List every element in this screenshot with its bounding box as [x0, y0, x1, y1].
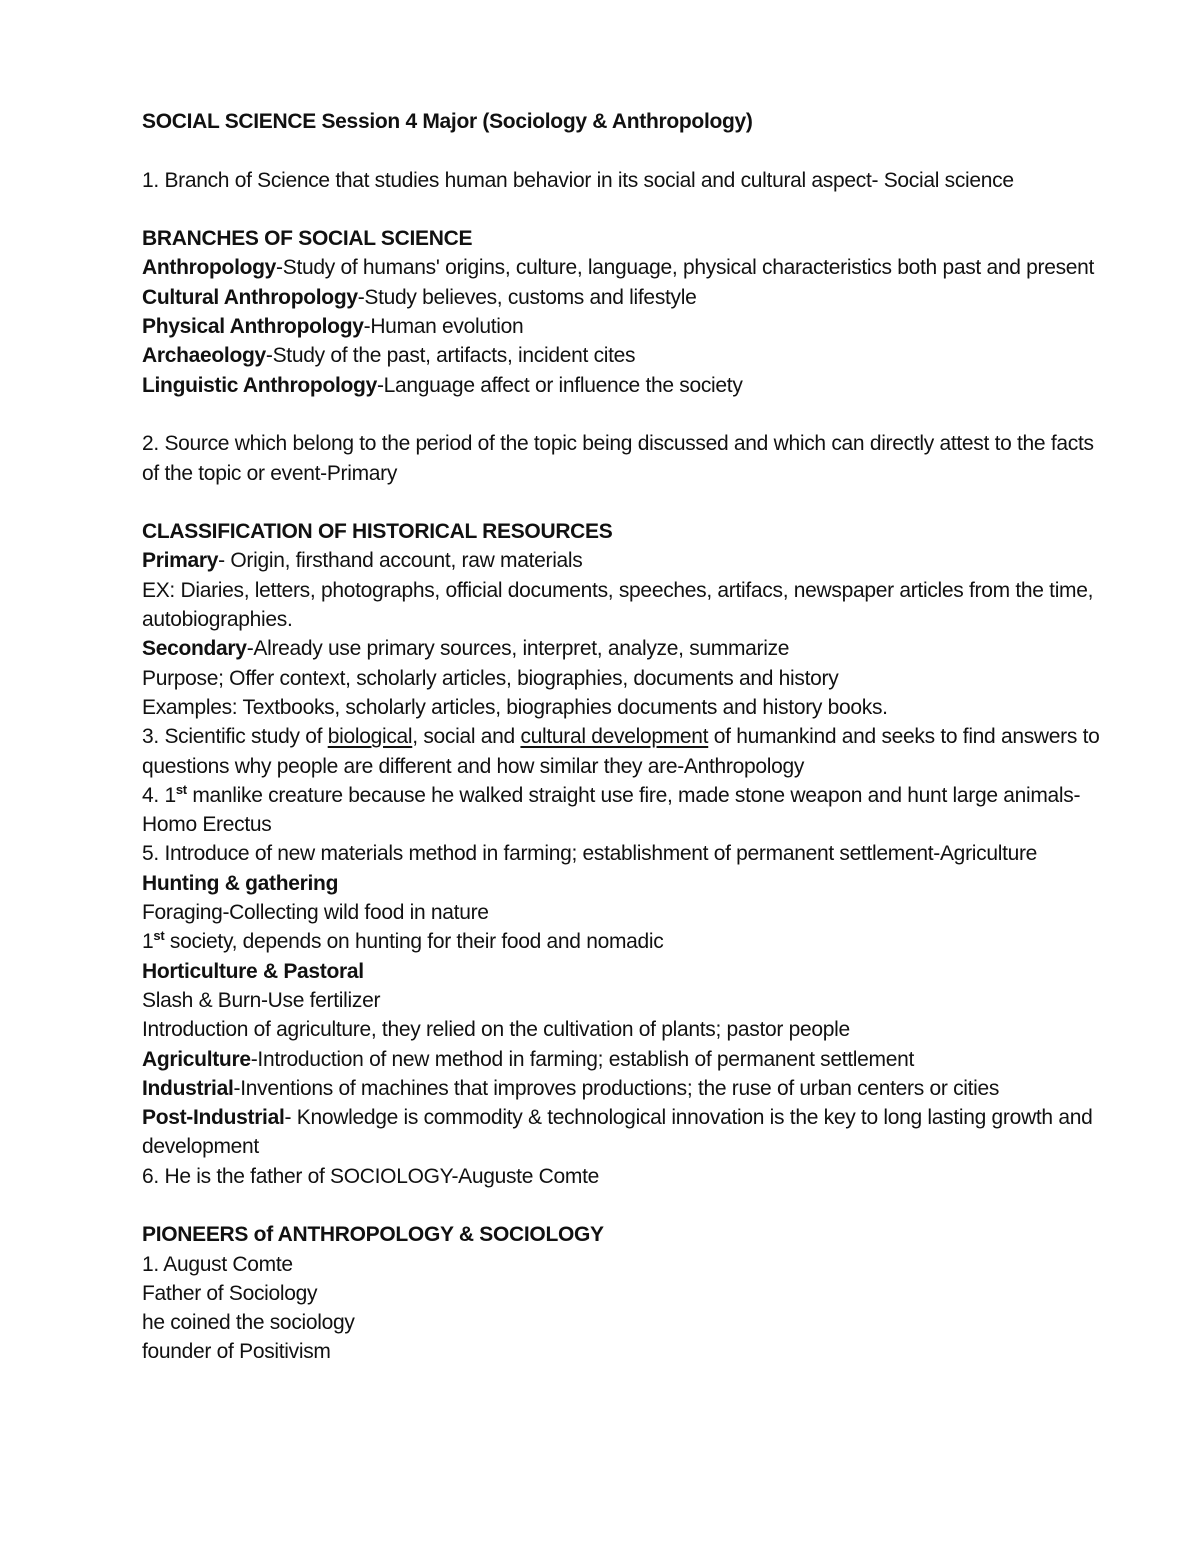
branch-term: Cultural Anthropology [142, 285, 358, 309]
pioneers-line: founder of Positivism [142, 1340, 331, 1364]
spacer [142, 400, 1072, 429]
question-3-line-2: questions why people are different and how similar they are-Anthropology [142, 754, 805, 778]
branch-cultural-anthropology [142, 283, 1072, 312]
horticulture-line-2: Introduction of agriculture, they relied on the cultivation of plants; pastor people [142, 1018, 850, 1042]
spacer [142, 1191, 1072, 1220]
document-body [142, 107, 1100, 1367]
branch-term: Archaeology [142, 344, 266, 368]
pioneers-line: 1. August Comte [142, 1252, 293, 1276]
document-title: SOCIAL SCIENCE Session 4 Major (Sociology & Anthropology) [142, 110, 753, 133]
question-4-line-1 [142, 781, 1081, 810]
branch-linguistic-anthropology [142, 371, 1072, 400]
industrial-term: Industrial [142, 1076, 234, 1100]
question-1: 1. Branch of Science that studies human behavior in its social and cultural aspect- Social science [142, 168, 1014, 192]
question-5: 5. Introduce of new materials method in farming; establishment of permanent settlement-Agriculture [142, 842, 1038, 866]
branch-term: Anthropology [142, 256, 277, 280]
secondary-term: Secondary [142, 637, 247, 661]
branch-desc: -Study of humans' origins, culture, language, physical characteristics both past and present [276, 256, 1095, 280]
q4-prefix: 4. 1 [142, 783, 176, 807]
branch-archaeology [142, 341, 1072, 370]
secondary-definition [142, 634, 1072, 663]
industrial-desc: -Inventions of machines that improves productions; the ruse of urban centers or cities [233, 1076, 1000, 1100]
spacer [142, 195, 1072, 224]
secondary-desc: -Already use primary sources, interpret, analyze, summarize [246, 637, 790, 661]
q3-suffix: of humankind and seeks to find answers to [708, 725, 1100, 749]
pioneers-line: he coined the sociology [142, 1311, 355, 1335]
hunting-prefix: 1 [142, 930, 154, 954]
industrial-definition [142, 1074, 1072, 1103]
post-industrial-definition [142, 1103, 1093, 1132]
hunting-superscript: st [153, 928, 165, 944]
agriculture-desc: -Introduction of new method in farming; establish of permanent settlement [250, 1047, 915, 1071]
primary-examples-line-2: autobiographies. [142, 608, 293, 632]
q4-superscript: st [175, 781, 187, 797]
branch-term: Physical Anthropology [142, 315, 364, 339]
question-4-line-2: Homo Erectus [142, 813, 272, 837]
branch-desc: -Human evolution [363, 315, 524, 339]
question-2-line-2: of the topic or event-Primary [142, 461, 398, 485]
branch-desc: -Study believes, customs and lifestyle [357, 285, 697, 309]
branch-desc: -Study of the past, artifacts, incident cites [265, 344, 636, 368]
hunting-line-2 [142, 927, 1072, 956]
question-6: 6. He is the father of SOCIOLOGY-Auguste Comte [142, 1164, 599, 1188]
hunting-rest: society, depends on hunting for their food and nomadic [164, 930, 664, 954]
question-2-line-1: 2. Source which belong to the period of the topic being discussed and which can directly attest to the facts [142, 432, 1094, 456]
post-industrial-term: Post-Industrial [142, 1106, 285, 1130]
pioneers-heading: PIONEERS of ANTHROPOLOGY & SOCIOLOGY [142, 1223, 604, 1247]
q3-underlined-cultural-development: cultural development [520, 725, 709, 749]
secondary-purpose: Purpose; Offer context, scholarly articles, biographies, documents and history [142, 666, 839, 690]
hunting-line-1: Foraging-Collecting wild food in nature [142, 901, 489, 925]
hunting-heading: Hunting & gathering [142, 871, 339, 895]
agriculture-definition [142, 1045, 1072, 1074]
classification-heading: CLASSIFICATION OF HISTORICAL RESOURCES [142, 520, 613, 544]
primary-term: Primary [142, 549, 219, 573]
branch-term: Linguistic Anthropology [142, 373, 377, 397]
branches-heading: BRANCHES OF SOCIAL SCIENCE [142, 227, 473, 251]
secondary-examples: Examples: Textbooks, scholarly articles, biographies documents and history books. [142, 695, 888, 719]
branch-desc: -Language affect or influence the society [376, 373, 743, 397]
q3-underlined-biological: biological [327, 725, 413, 749]
horticulture-heading: Horticulture & Pastoral [142, 959, 364, 983]
branch-physical-anthropology [142, 312, 1072, 341]
q3-mid: , social and [412, 725, 521, 749]
branch-anthropology [142, 253, 1095, 282]
primary-desc: - Origin, firsthand account, raw materials [218, 549, 583, 573]
spacer [142, 136, 1072, 165]
q3-prefix: 3. Scientific study of [142, 725, 328, 749]
post-industrial-desc: - Knowledge is commodity & technological innovation is the key to long lasting growth and [284, 1106, 1093, 1130]
question-3-line-1 [142, 722, 1100, 751]
primary-definition [142, 546, 1072, 575]
post-industrial-line-2: development [142, 1135, 259, 1159]
q4-rest: manlike creature because he walked straight use fire, made stone weapon and hunt large animals- [186, 783, 1081, 807]
horticulture-line-1: Slash & Burn-Use fertilizer [142, 988, 381, 1012]
pioneers-line: Father of Sociology [142, 1281, 318, 1305]
agriculture-term: Agriculture [142, 1047, 251, 1071]
primary-examples-line-1: EX: Diaries, letters, photographs, official documents, speeches, artifacs, newspaper articles from the time, [142, 578, 1094, 602]
spacer [142, 488, 1072, 517]
